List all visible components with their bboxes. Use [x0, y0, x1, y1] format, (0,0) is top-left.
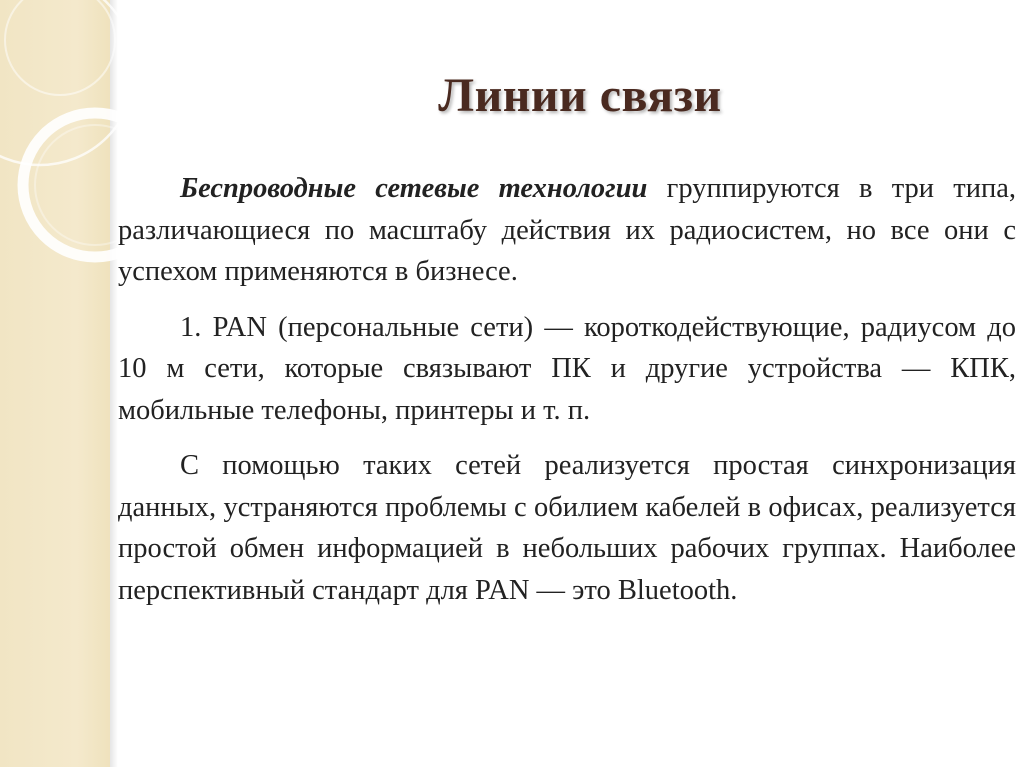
paragraph-intro-text: группируются в три типа, различающиеся по масштабу действия их радиосистем, но все они с успехом применяются в бизнесе. [118, 173, 1016, 287]
paragraph-intro [118, 168, 1016, 293]
paragraph-pan: 1. PAN (персональные сети) — короткодействующие, радиусом до 10 м сети, которые связывают ПК и другие устройства — КПК, мобильные телефоны, принтеры и т. п. [118, 311, 1016, 426]
slide-title: Линии связи [438, 69, 722, 122]
paragraph-intro-emphasis: Беспроводные сетевые технологии [180, 173, 648, 204]
slide-body [118, 168, 1016, 611]
paragraph-pan-details: С помощью таких сетей реализуется простая синхронизация данных, устраняются проблемы с обилием кабелей в офисах, реализуется простой обмен информацией в небольших рабочих группах. Наиболее перспективный стандарт для PAN — это Bluetooth. [118, 450, 1016, 606]
